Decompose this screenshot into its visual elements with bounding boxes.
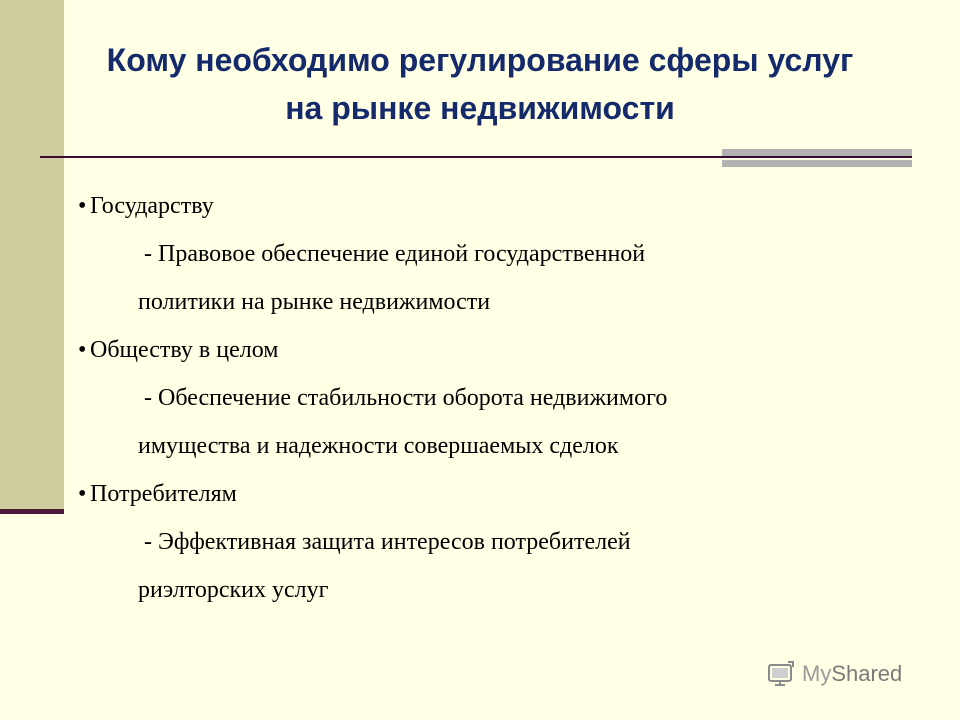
bullet-label: Обществу в целом	[90, 337, 279, 363]
slide-title-line-1: Кому необходимо регулирование сферы услуг	[106, 42, 854, 78]
watermark-text-shared: Shared	[831, 661, 903, 686]
list-item	[78, 182, 918, 326]
bullet-heading	[78, 182, 918, 230]
bullet-label: Государству	[90, 193, 214, 219]
slide-title	[20, 36, 940, 132]
bullet-icon: •	[78, 193, 87, 219]
bullet-detail-line-2: риэлторских услуг	[138, 577, 329, 603]
bullet-detail	[78, 230, 918, 326]
bullet-detail-line-2: политики на рынке недвижимости	[138, 289, 491, 315]
myshared-logo-icon	[766, 659, 796, 689]
left-bar-underline	[0, 509, 64, 514]
bullet-detail-line-2: имущества и надежности совершаемых сделок	[138, 433, 619, 459]
bullet-detail	[78, 518, 918, 614]
bullet-detail	[78, 374, 918, 470]
watermark-text-my: My	[802, 661, 832, 686]
list-item	[78, 326, 918, 470]
bullet-detail-line-1: - Обеспечение стабильности оборота недвижимого	[144, 385, 668, 411]
bullet-detail-line-1: - Эффективная защита интересов потребителей	[144, 529, 631, 555]
bullet-icon: •	[78, 481, 87, 507]
title-divider-line	[40, 156, 912, 158]
title-gray-accent-bottom	[722, 160, 912, 167]
title-gray-accent-top	[722, 149, 912, 156]
bullet-heading	[78, 470, 918, 518]
myshared-watermark[interactable]	[766, 656, 926, 692]
watermark-text	[802, 661, 902, 687]
bullet-icon: •	[78, 337, 87, 363]
slide-content	[78, 182, 918, 614]
bullet-heading	[78, 326, 918, 374]
slide-title-line-2: на рынке недвижимости	[285, 90, 675, 126]
bullet-detail-line-1: - Правовое обеспечение единой государственной	[144, 241, 646, 267]
list-item	[78, 470, 918, 614]
bullet-label: Потребителям	[90, 481, 237, 507]
